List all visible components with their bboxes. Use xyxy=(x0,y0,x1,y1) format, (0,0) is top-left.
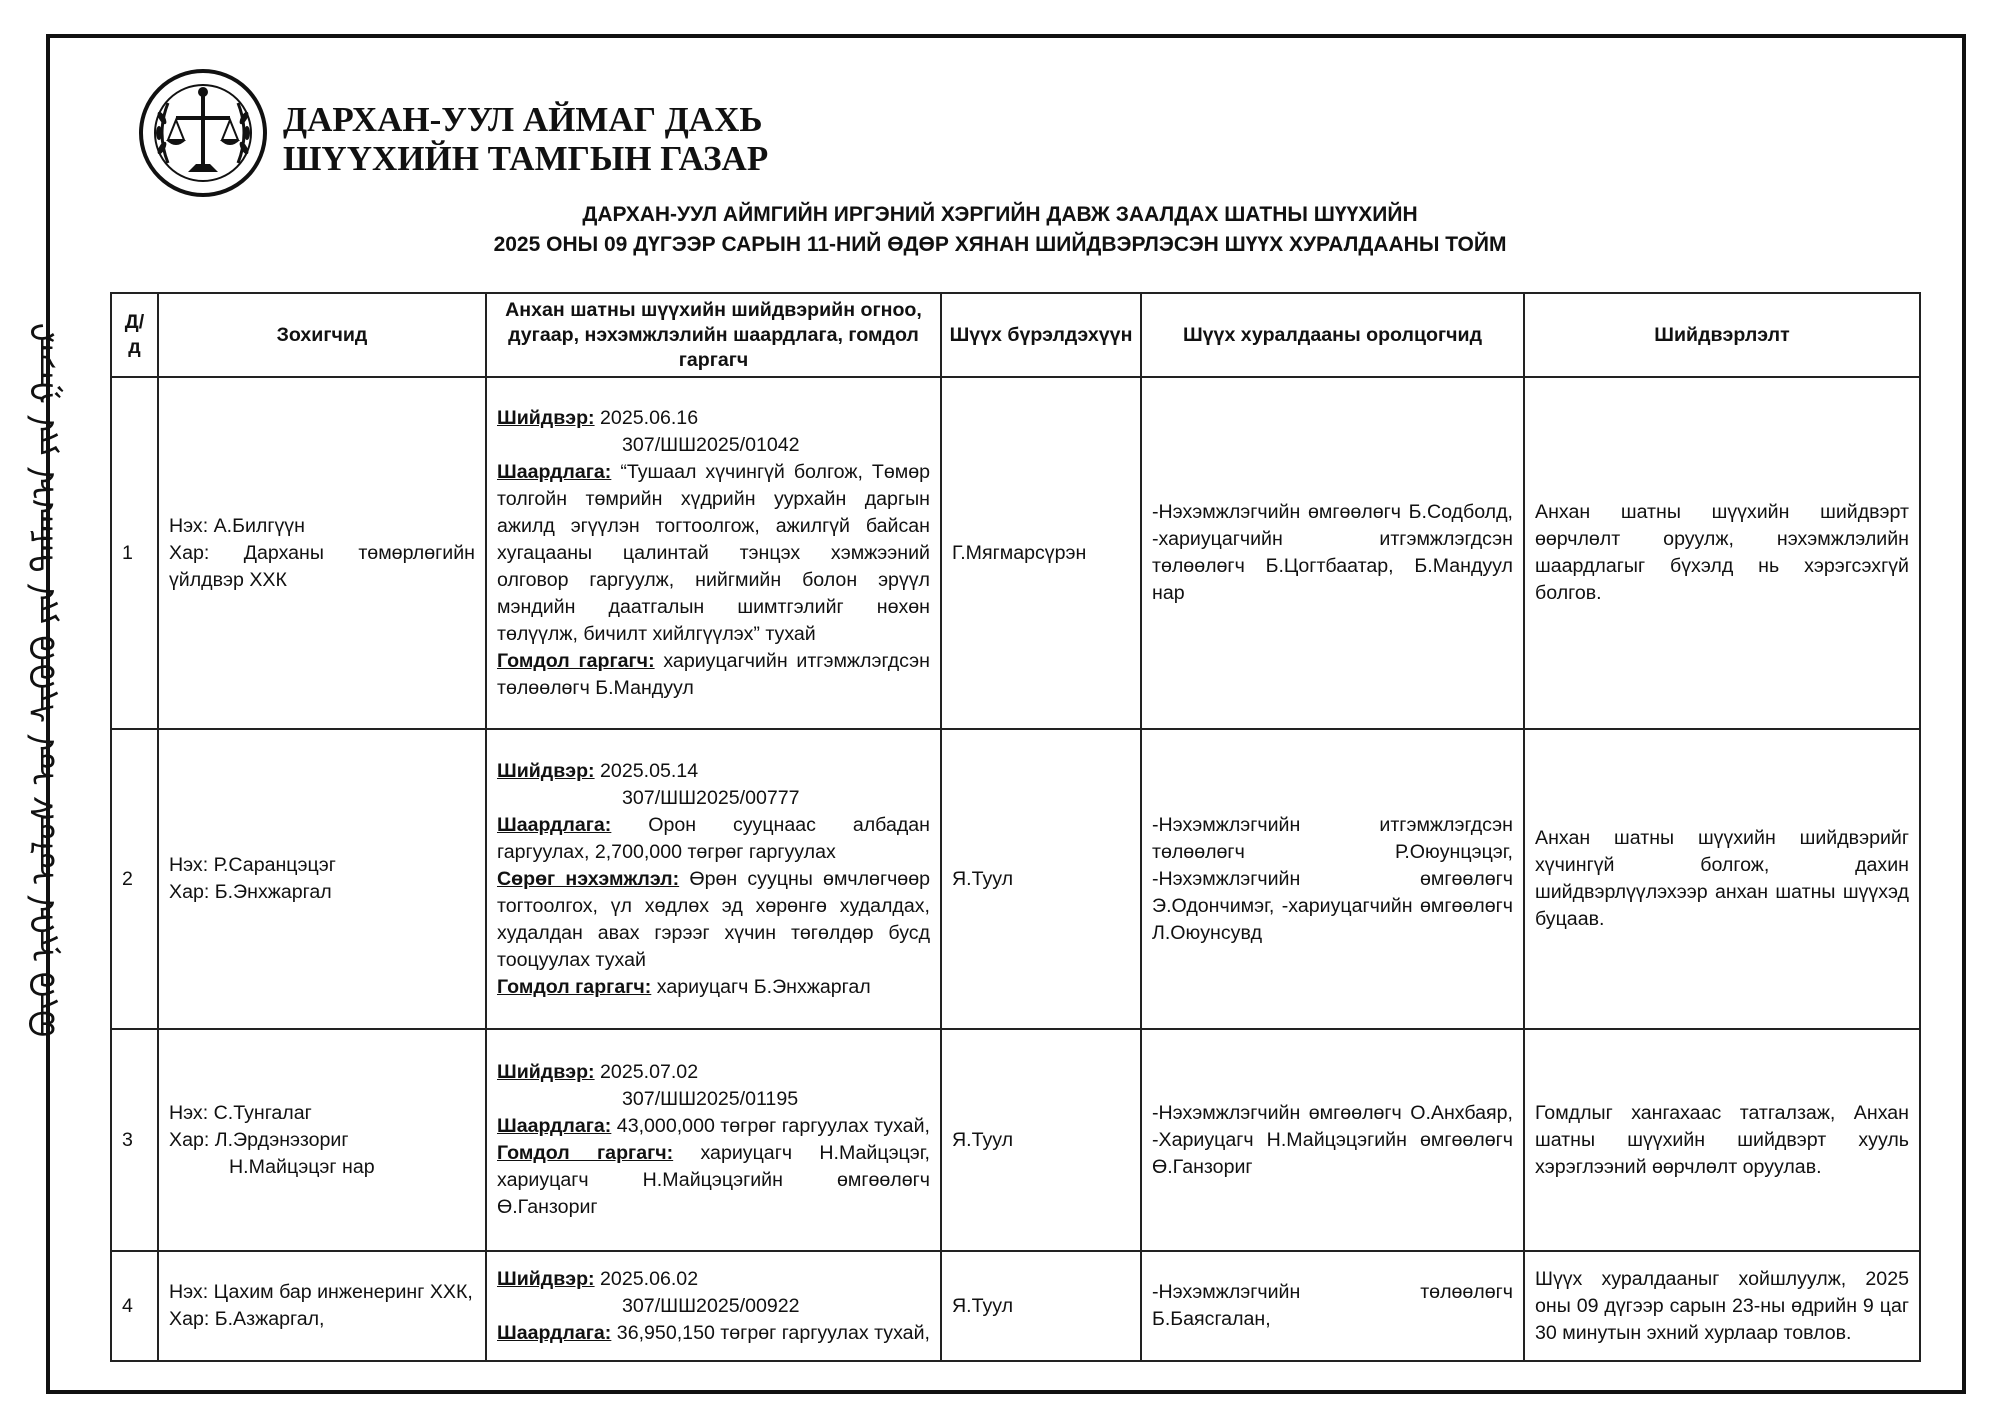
claim-label: Шаардлага: xyxy=(497,1115,612,1137)
table-row xyxy=(111,1251,1920,1361)
header-participants: Шүүх хуралдааны оролцогчид xyxy=(1141,293,1524,377)
participants-cell: -Нэхэмжлэгчийн өмгөөлөгч Б.Содболд, -хариуцагчийн итгэмжлэгдсэн төлөөлөгч Б.Цогтбаатар, Б.Мандуул нар xyxy=(1141,377,1524,729)
panel-cell: Я.Туул xyxy=(941,1251,1141,1361)
panel-cell: Г.Мягмарсүрэн xyxy=(941,377,1141,729)
first-instance-cell xyxy=(486,729,941,1029)
counterclaim-text: Өрөн сууцны өмчлөгчөөр тогтоолгох, үл хөдлөх эд хөрөнгө худалдах, худалдан авах гэрээг хүчин төгөлдөр бусд тооцуулах тухай xyxy=(497,867,931,971)
decision-date: 2025.07.02 xyxy=(600,1061,699,1083)
decision-label: Шийдвэр: xyxy=(497,406,595,429)
decision-label: Шийдвэр: xyxy=(497,1061,595,1083)
decision-cell: Анхан шатны шүүхийн шийдвэрийг хүчингүй болгож, дахин шийдвэрлүүлэхээр анхан шатны шүүхэд буцаав. xyxy=(1524,729,1920,1029)
organization-name xyxy=(283,100,768,178)
participants-cell: -Нэхэмжлэгчийн өмгөөлөгч О.Анхбаяр, -Хариуцагч Н.Майцэцэгийн өмгөөлөгч Ө.Ганзориг xyxy=(1141,1029,1524,1251)
appellant-text: хариуцагч Н.Майцэцэг, хариуцагч Н.Майцэцэгийн өмгөөлөгч Ө.Ганзориг xyxy=(497,1142,930,1218)
participants-cell: -Нэхэмжлэгчийн төлөөлөгч Б.Баясгалан, xyxy=(1141,1251,1524,1361)
defendant: Хар: Б.Азжаргал, xyxy=(169,1308,325,1330)
row-number: 4 xyxy=(111,1251,158,1361)
claim-text: 43,000,000 төгрөг гаргуулах тухай, xyxy=(616,1115,930,1137)
plaintiff: Нэх: Цахим бар инженеринг ХХК, xyxy=(169,1281,473,1303)
parties-cell xyxy=(158,729,486,1029)
defendant-second: Н.Майцэцэг нар xyxy=(229,1155,375,1178)
decision-label: Шийдвэр: xyxy=(497,1267,595,1290)
row-number: 1 xyxy=(111,377,158,729)
claim-text: Орон сууцнаас албадан гаргуулах, 2,700,000 төгрөг гаргуулах xyxy=(497,813,930,863)
panel-cell: Я.Туул xyxy=(941,1029,1141,1251)
parties-cell xyxy=(158,1251,486,1361)
plaintiff: Нэх: Р.Саранцэцэг xyxy=(169,854,336,876)
header-first-instance: Анхан шатны шүүхийн шийдвэрийн огноо, дугаар, нэхэмжлэлийн шаардлага, гомдол гаргагч xyxy=(486,293,941,377)
claim-label: Шаардлага: xyxy=(497,1321,612,1344)
vertical-script-text: ᠪᠦᠬᠦ ᠨᠢᠭᠡᠨ ᠤᠯᠤᠰ ᠤᠨ ᠰᠢᠭᠦᠬᠦ ᠶᠢᠨ ᠲᠠᠮᠠᠭ᠎ᠠ ᠶᠢᠨ ᠭᠠᠵᠠᠷ xyxy=(25,322,65,1038)
table-row xyxy=(111,729,1920,1029)
defendant: Хар: Л.Эрдэнэзориг xyxy=(169,1128,349,1151)
decision-label: Шийдвэр: xyxy=(497,759,595,782)
decision-cell: Гомдлыг хангахаас татгалзаж, Анхан шатны шүүхийн шийдвэрт хууль хэрэглээний өөрчлөлт оруулав. xyxy=(1524,1029,1920,1251)
first-instance-cell xyxy=(486,377,941,729)
document-title xyxy=(300,200,1700,260)
decision-date: 2025.06.02 xyxy=(600,1267,699,1290)
panel-cell: Я.Туул xyxy=(941,729,1141,1029)
appellant-text: хариуцагч Б.Энхжаргал xyxy=(656,975,871,998)
decision-date: 2025.06.16 xyxy=(600,406,699,429)
title-line-1: ДАРХАН-УУЛ АЙМГИЙН ИРГЭНИЙ ХЭРГИЙН ДАВЖ ЗААЛДАХ ШАТНЫ ШҮҮХИЙН xyxy=(582,203,1418,226)
first-instance-cell xyxy=(486,1029,941,1251)
header-panel: Шүүх бүрэлдэхүүн xyxy=(941,293,1141,377)
parties-cell xyxy=(158,1029,486,1251)
participants-cell: -Нэхэмжлэгчийн итгэмжлэгдсэн төлөөлөгч Р.Оюунцэцэг, -Нэхэмжлэгчийн өмгөөлөгч Э.Одончимэг, -хариуцагчийн өмгөөлөгч Л.Оюунсувд xyxy=(1141,729,1524,1029)
appellant-label: Гомдол гаргагч: xyxy=(497,1142,674,1164)
defendant: Хар: Дарханы төмөрлөгийн үйлдвэр ХХК xyxy=(169,541,475,591)
org-name-line-1: ДАРХАН-УУЛ АЙМАГ ДАХЬ xyxy=(283,100,763,139)
plaintiff: Нэх: С.Тунгалаг xyxy=(169,1101,312,1124)
vertical-script-band xyxy=(0,200,90,1160)
appellant-text: хариуцагчийн итгэмжлэгдсэн төлөөлөгч Б.Мандуул xyxy=(497,649,930,699)
parties-cell xyxy=(158,377,486,729)
claim-text: “Тушаал хүчингүй болгож, Төмөр толгойн төмрийн хүдрийн уурхайн даргын ажилд эгүүлэн тогтоолгож, ажилгүй байсан хугацааны цалинтай тэнцэх хэмжээний олговор гаргуулж, нийгмийн болон эрүүл мэндийн даатгалын шимтгэлийг нөхөн төлүүлж, бичилт хийлгүүлэх” тухай xyxy=(497,460,930,645)
row-number: 2 xyxy=(111,729,158,1029)
claim-label: Шаардлага: xyxy=(497,460,612,483)
defendant: Хар: Б.Энхжаргал xyxy=(169,881,332,903)
decision-number: 307/ШШ2025/00777 xyxy=(622,786,800,809)
decision-cell: Анхан шатны шүүхийн шийдвэрт өөрчлөлт оруулж, нэхэмжлэлийн шаардлагыг бүхэлд нь хэрэгсэхгүй болгов. xyxy=(1524,377,1920,729)
counterclaim-label: Сөрөг нэхэмжлэл: xyxy=(497,867,680,890)
title-line-2: 2025 ОНЫ 09 ДҮГЭЭР САРЫН 11-НИЙ ӨДӨР ХЯНАН ШИЙДВЭРЛЭСЭН ШҮҮХ ХУРАЛДААНЫ ТОЙМ xyxy=(493,233,1507,256)
decision-date: 2025.05.14 xyxy=(600,759,699,782)
court-emblem-logo xyxy=(138,68,268,198)
court-hearings-table xyxy=(110,292,1921,1362)
appellant-label: Гомдол гаргагч: xyxy=(497,649,655,672)
header-parties: Зохигчид xyxy=(158,293,486,377)
header-number: Д/ д xyxy=(111,293,158,377)
table-row xyxy=(111,1029,1920,1251)
appellant-label: Гомдол гаргагч: xyxy=(497,975,652,998)
table-header-row xyxy=(111,293,1920,377)
row-number: 3 xyxy=(111,1029,158,1251)
plaintiff: Нэх: А.Билгүүн xyxy=(169,514,305,537)
decision-number: 307/ШШ2025/01195 xyxy=(622,1088,799,1110)
claim-text: 36,950,150 төгрөг гаргуулах тухай, xyxy=(616,1321,930,1344)
claim-label: Шаардлага: xyxy=(497,813,612,836)
table-row xyxy=(111,377,1920,729)
first-instance-cell xyxy=(486,1251,941,1361)
decision-cell: Шүүх хуралдааныг хойшлуулж, 2025 оны 09 дүгээр сарын 23-ны өдрийн 9 цаг 30 минутын эхний хурлаар товлов. xyxy=(1524,1251,1920,1361)
decision-number: 307/ШШ2025/00922 xyxy=(622,1294,800,1317)
org-name-line-2: ШҮҮХИЙН ТАМГЫН ГАЗАР xyxy=(283,139,769,178)
decision-number: 307/ШШ2025/01042 xyxy=(622,433,800,456)
header-decision: Шийдвэрлэлт xyxy=(1524,293,1920,377)
